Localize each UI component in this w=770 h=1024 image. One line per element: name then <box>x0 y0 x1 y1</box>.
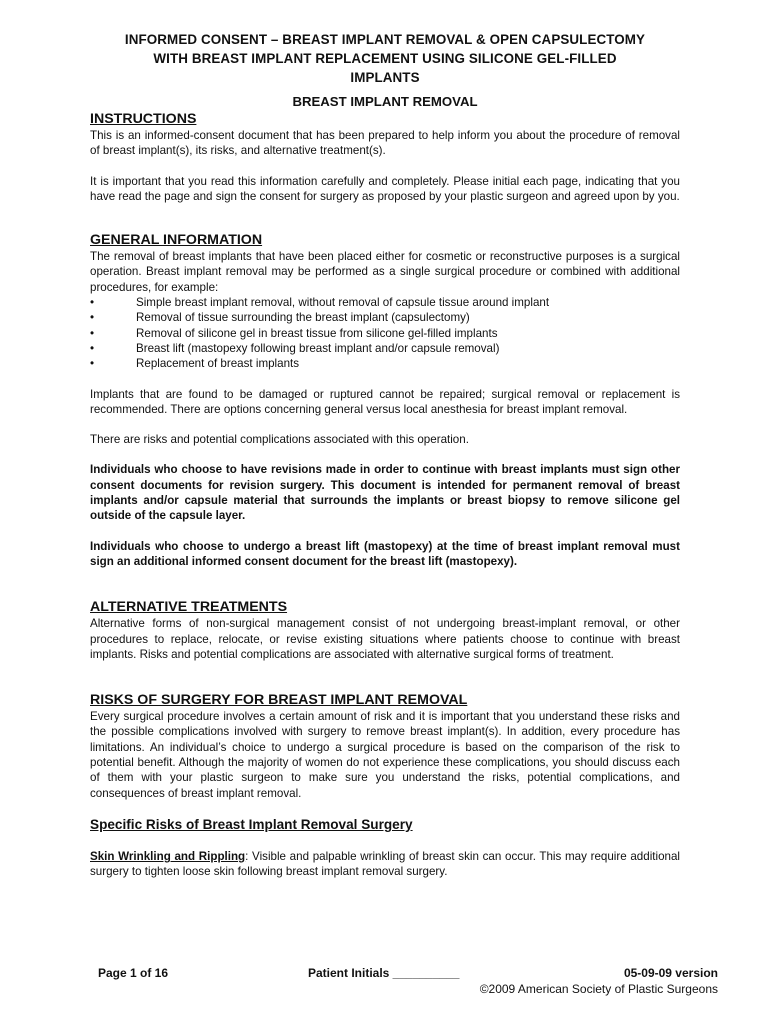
footer-row <box>98 966 718 982</box>
list-item: • Replacement of breast implants <box>90 357 300 371</box>
alternative-paragraph: Alternative forms of non-surgical management consist of not undergoing breast-implant removal, or other procedures to replace, relocate, or revise existing situations where patients choose to continue with breast implants. Risks and potential complications are associated with alternative surgical forms of treatment. <box>90 617 680 661</box>
list-item: • Breast lift (mastopexy following breast implant and/or capsule removal) <box>90 341 500 355</box>
skin-wrinkling-lead: Skin Wrinkling and Rippling <box>90 849 246 863</box>
instructions-paragraph-2: It is important that you read this information carefully and completely. Please initial each page, indicating that you have read the page and sign the consent for surgery as proposed by your plastic surgeon and agreed upon by you. <box>90 174 680 203</box>
version-label: 05-09-09 version <box>623 966 718 980</box>
list-item: • Simple breast implant removal, without removal of capsule tissue around implant <box>90 296 550 310</box>
alternative-heading: ALTERNATIVE TREATMENTS <box>90 599 288 616</box>
general-paragraph-3: There are risks and potential complications associated with this operation. <box>90 433 469 447</box>
instructions-heading: INSTRUCTIONS <box>90 111 197 127</box>
general-paragraph-4: Individuals who choose to have revisions made in order to continue with breast implants must sign other consent documents for revision surgery. This document is intended for permanent removal of breast implants and/or capsule material that surrounds the implants or breast biopsy to remove silicone gel outside of the capsule layer. <box>90 463 680 523</box>
list-item: • Removal of silicone gel in breast tissue from silicone gel-filled implants <box>90 326 498 340</box>
document-page <box>90 30 680 880</box>
general-heading: GENERAL INFORMATION <box>90 232 263 249</box>
general-paragraph-1: The removal of breast implants that have been placed either for cosmetic or reconstructive purposes is a surgical operation. Breast implant removal may be performed as a single surgical procedure or combined with additional procedures, for example: <box>90 250 680 294</box>
general-paragraph-2: Implants that are found to be damaged or ruptured cannot be repaired; surgical removal or replacement is recommended. There are options concerning general versus local anesthesia for breast implant removal. <box>90 387 680 416</box>
skin-wrinkling-paragraph <box>90 849 680 880</box>
instructions-paragraph-1: This is an informed-consent document that has been prepared to help inform you about the procedure of removal of breast implant(s), its risks, and alternative treatment(s). <box>90 129 680 158</box>
title-line-3: IMPLANTS <box>350 70 420 85</box>
list-item: • Removal of tissue surrounding the breast implant (capsulectomy) <box>90 311 470 325</box>
bullet-icon: • <box>90 311 95 325</box>
page-footer <box>98 966 718 996</box>
title-line-1: INFORMED CONSENT – BREAST IMPLANT REMOVAL & OPEN CAPSULECTOMY <box>124 32 646 47</box>
page-number: Page 1 of 16 <box>98 966 169 980</box>
procedure-list <box>90 295 680 371</box>
risks-paragraph: Every surgical procedure involves a certain amount of risk and it is important that you understand these risks and the possible complications involved with surgery to remove breast implant(s). In addition, every procedure has limitations. An individual’s choice to undergo a surgical procedure is based on the comparison of the risk to potential benefit. Although the majority of women do not experience these complications, you should discuss each of them with your plastic surgeon to make sure you understand the risks, potential complications, and consequences of breast implant removal. <box>90 710 680 800</box>
bullet-icon: • <box>90 341 95 355</box>
patient-initials-field: Patient Initials __________ <box>308 966 460 980</box>
document-title <box>90 30 680 87</box>
title-line-2: WITH BREAST IMPLANT REPLACEMENT USING SILICONE GEL-FILLED <box>153 51 617 66</box>
bullet-icon: • <box>90 357 95 371</box>
copyright-notice: ©2009 American Society of Plastic Surgeons <box>479 982 718 996</box>
bullet-icon: • <box>90 296 95 310</box>
skin-wrinkling-text: : Visible and palpable wrinkling of breast skin can occur. This may require additional surgery to tighten loose skin following breast implant removal surgery. <box>90 849 680 879</box>
document-subtitle: BREAST IMPLANT REMOVAL <box>292 94 478 109</box>
specific-risks-heading: Specific Risks of Breast Implant Removal Surgery <box>90 816 413 832</box>
bullet-icon: • <box>90 326 95 340</box>
general-paragraph-5: Individuals who choose to undergo a breast lift (mastopexy) at the time of breast implant removal must sign an additional informed consent document for the breast lift (mastopexy). <box>90 539 680 568</box>
risks-heading: RISKS OF SURGERY FOR BREAST IMPLANT REMOVAL <box>90 692 468 709</box>
